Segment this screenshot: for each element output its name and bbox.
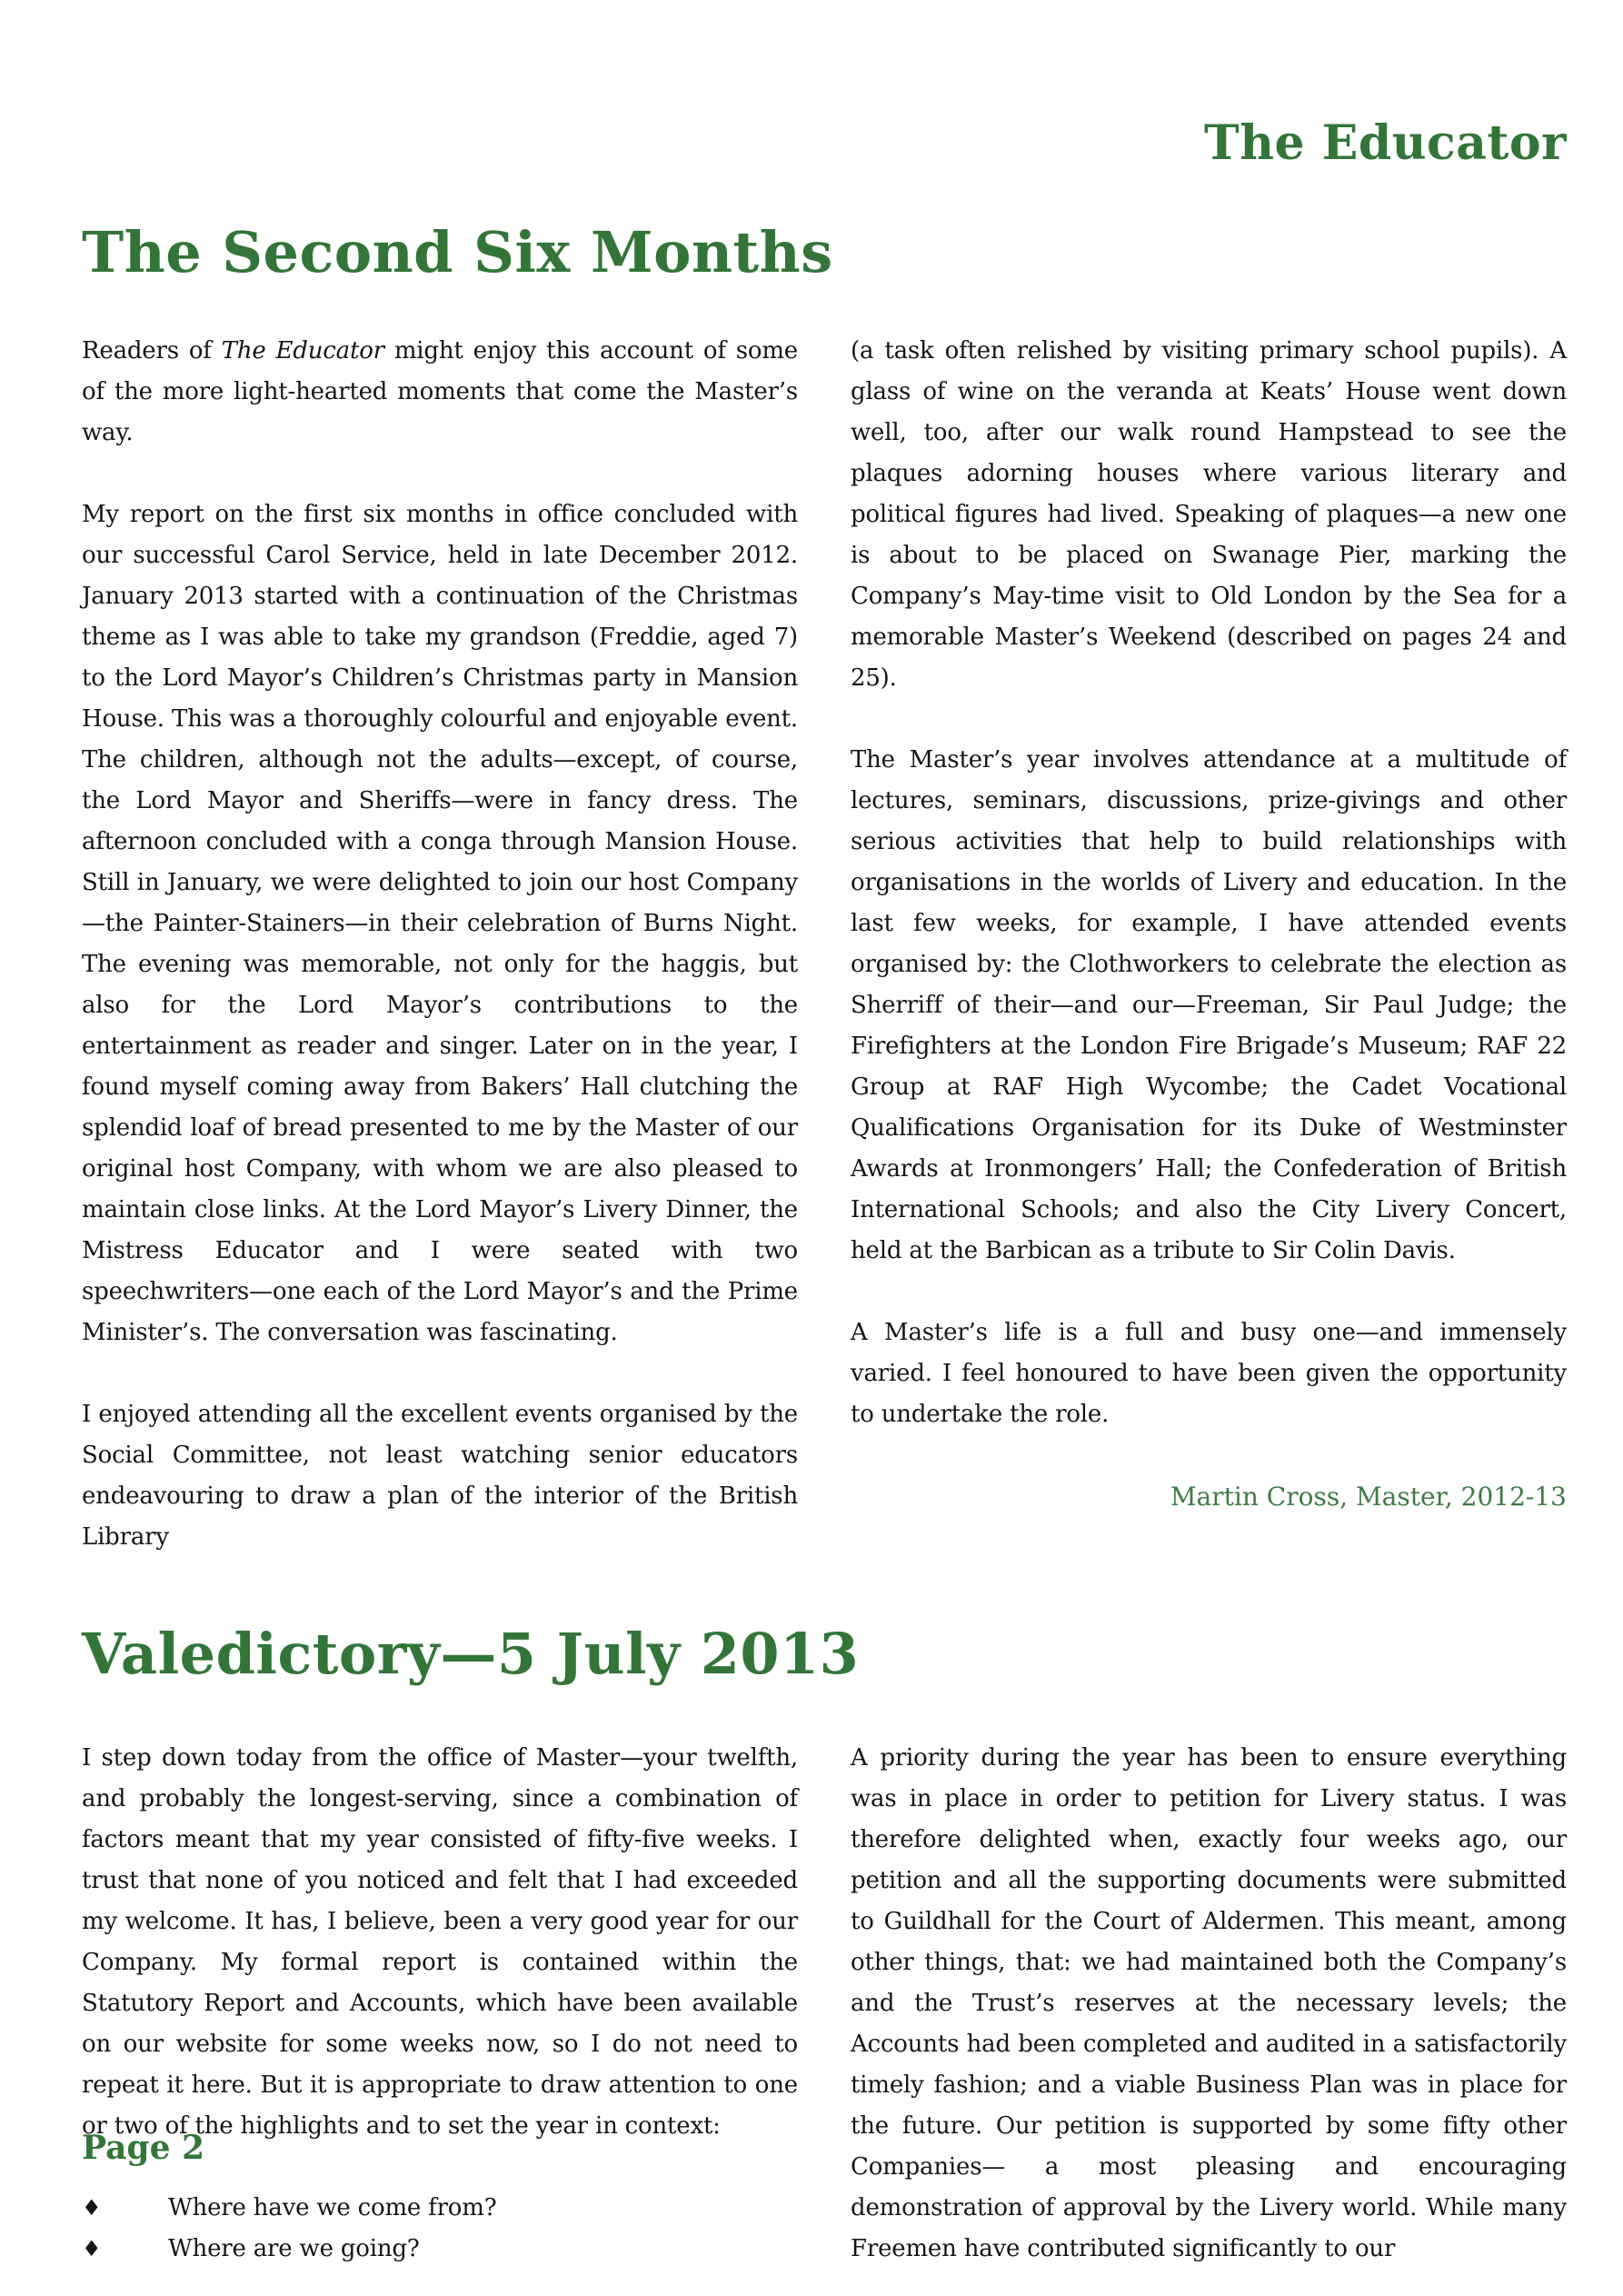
paragraph: The Master’s year involves attendance at a multitude of lectures, seminars, discussions, prize-givings and other serious activities that help to build relationships with organisations in the worlds of Livery and education. In the last few weeks, for example, I have attended events organised by: the Clothworkers to celebrate the election as Sherriff of their—and our—Freeman, Sir Paul Judge; the Firefighters at the London Fire Brigade’s Museum; RAF 22 Group at RAF High Wycombe; the Cadet Vocational Qualifications Organisation for its Duke of Westminster Awards at Ironmongers’ Hall; the Confederation of British International Schools; and also the City Livery Concert, held at the Barbican as a tribute to Sir Colin Davis. [851, 746, 1567, 1264]
left-column [82, 331, 798, 1558]
italic-publication-name: The Educator [221, 337, 384, 364]
list-item-text: Where have we come from? [168, 2194, 497, 2221]
two-column-layout [82, 331, 1567, 1558]
page-number: Page 2 [82, 2129, 205, 2167]
paragraph: I step down today from the office of Master—your twelfth, and probably the longest-serving, since a combination of factors meant that my year consisted of fifty-five weeks. I trust that none of you noticed and felt that I had exceeded my welcome. It has, I believe, been a very good year for our Company. My formal report is contained within the Statutory Report and Accounts, which have been available on our website for some weeks now, so I do not need to repeat it here. But it is appropriate to draw attention to one or two of the highlights and to set the year in context: [82, 1744, 798, 2140]
paragraph: A Master’s life is a full and busy one—and immensely varied. I feel honoured to have been given the opportunity to undertake the role. [851, 1319, 1567, 1428]
signature-credit: Martin Cross, Master, 2012-13 [1170, 1482, 1567, 1512]
list-item-text: Where are we going? [168, 2235, 420, 2262]
right-column [851, 331, 1567, 1558]
paragraph: My report on the first six months in office concluded with our successful Carol Service, held in late December 2012. January 2013 started with a continuation of the Christmas theme as I was able to take my grandson (Freddie, aged 7) to the Lord Mayor’s Children’s Christmas party in Mansion House. This was a thoroughly colourful and enjoyable event. The children, although not the adults—except, of course, the Lord Mayor and Sheriffs—were in fancy dress. The afternoon concluded with a conga through Mansion House. Still in January, we were delighted to join our host Company—the Painter-Stainers—in their celebration of Burns Night. The evening was memorable, not only for the haggis, but also for the Lord Mayor’s contributions to the entertainment as reader and singer. Later on in the year, I found myself coming away from Bakers’ Hall clutching the splendid loaf of bread presented to me by the Master of our original host Company, with whom we are also pleased to maintain close links. At the Lord Mayor’s Livery Dinner, the Mistress Educator and I were seated with two speechwriters—one each of the Lord Mayor’s and the Prime Minister’s. The conversation was fascinating. [82, 501, 798, 1346]
bullet-list [82, 2188, 798, 2270]
two-column-layout [82, 1738, 1567, 2270]
paragraph: A priority during the year has been to ensure everything was in place in order to petition for Livery status. I was therefore delighted when, exactly four weeks ago, our petition and all the supporting documents were submitted to Guildhall for the Court of Aldermen. This meant, among other things, that: we had maintained both the Company’s and the Trust’s reserves at the necessary levels; the Accounts had been completed and audited in a satisfactorily timely fashion; and a viable Business Plan was in place for the future. Our petition is supported by some fifty other Companies— a most pleasing and encouraging demonstration of approval by the Livery world. While many Freemen have contributed significantly to our [851, 1744, 1567, 2262]
article-valedictory [82, 1738, 1567, 2270]
list-item [82, 2188, 798, 2229]
masthead-title: The Educator [1204, 115, 1567, 171]
paragraph [82, 331, 798, 454]
diamond-bullet-icon: ♦ [82, 2195, 102, 2221]
paragraph: I enjoyed attending all the excellent events organised by the Social Committee, not least watching senior educators endeavouring to draw a plan of the interior of the British Library [82, 1401, 798, 1551]
left-column [82, 1738, 798, 2270]
article-second-six-months [82, 219, 1567, 1558]
right-column [851, 1738, 1567, 2270]
article-title: The Second Six Months [82, 219, 833, 285]
list-item [82, 2229, 798, 2270]
article-title-valedictory: Valedictory—5 July 2013 [82, 1621, 860, 1687]
diamond-bullet-icon: ♦ [82, 2236, 102, 2261]
paragraph-text: might enjoy this account of some of the more light-hearted moments that come the Master’s way. [82, 337, 798, 446]
paragraph: (a task often relished by visiting primary school pupils). A glass of wine on the veranda at Keats’ House went down well, too, after our walk round Hampstead to see the plaques adorning houses where various literary and political figures had lived. Speaking of plaques—a new one is about to be placed on Swanage Pier, marking the Company’s May-time visit to Old London by the Sea for a memorable Master’s Weekend (described on pages 24 and 25). [851, 337, 1567, 692]
paragraph-text: Readers of [82, 337, 222, 364]
